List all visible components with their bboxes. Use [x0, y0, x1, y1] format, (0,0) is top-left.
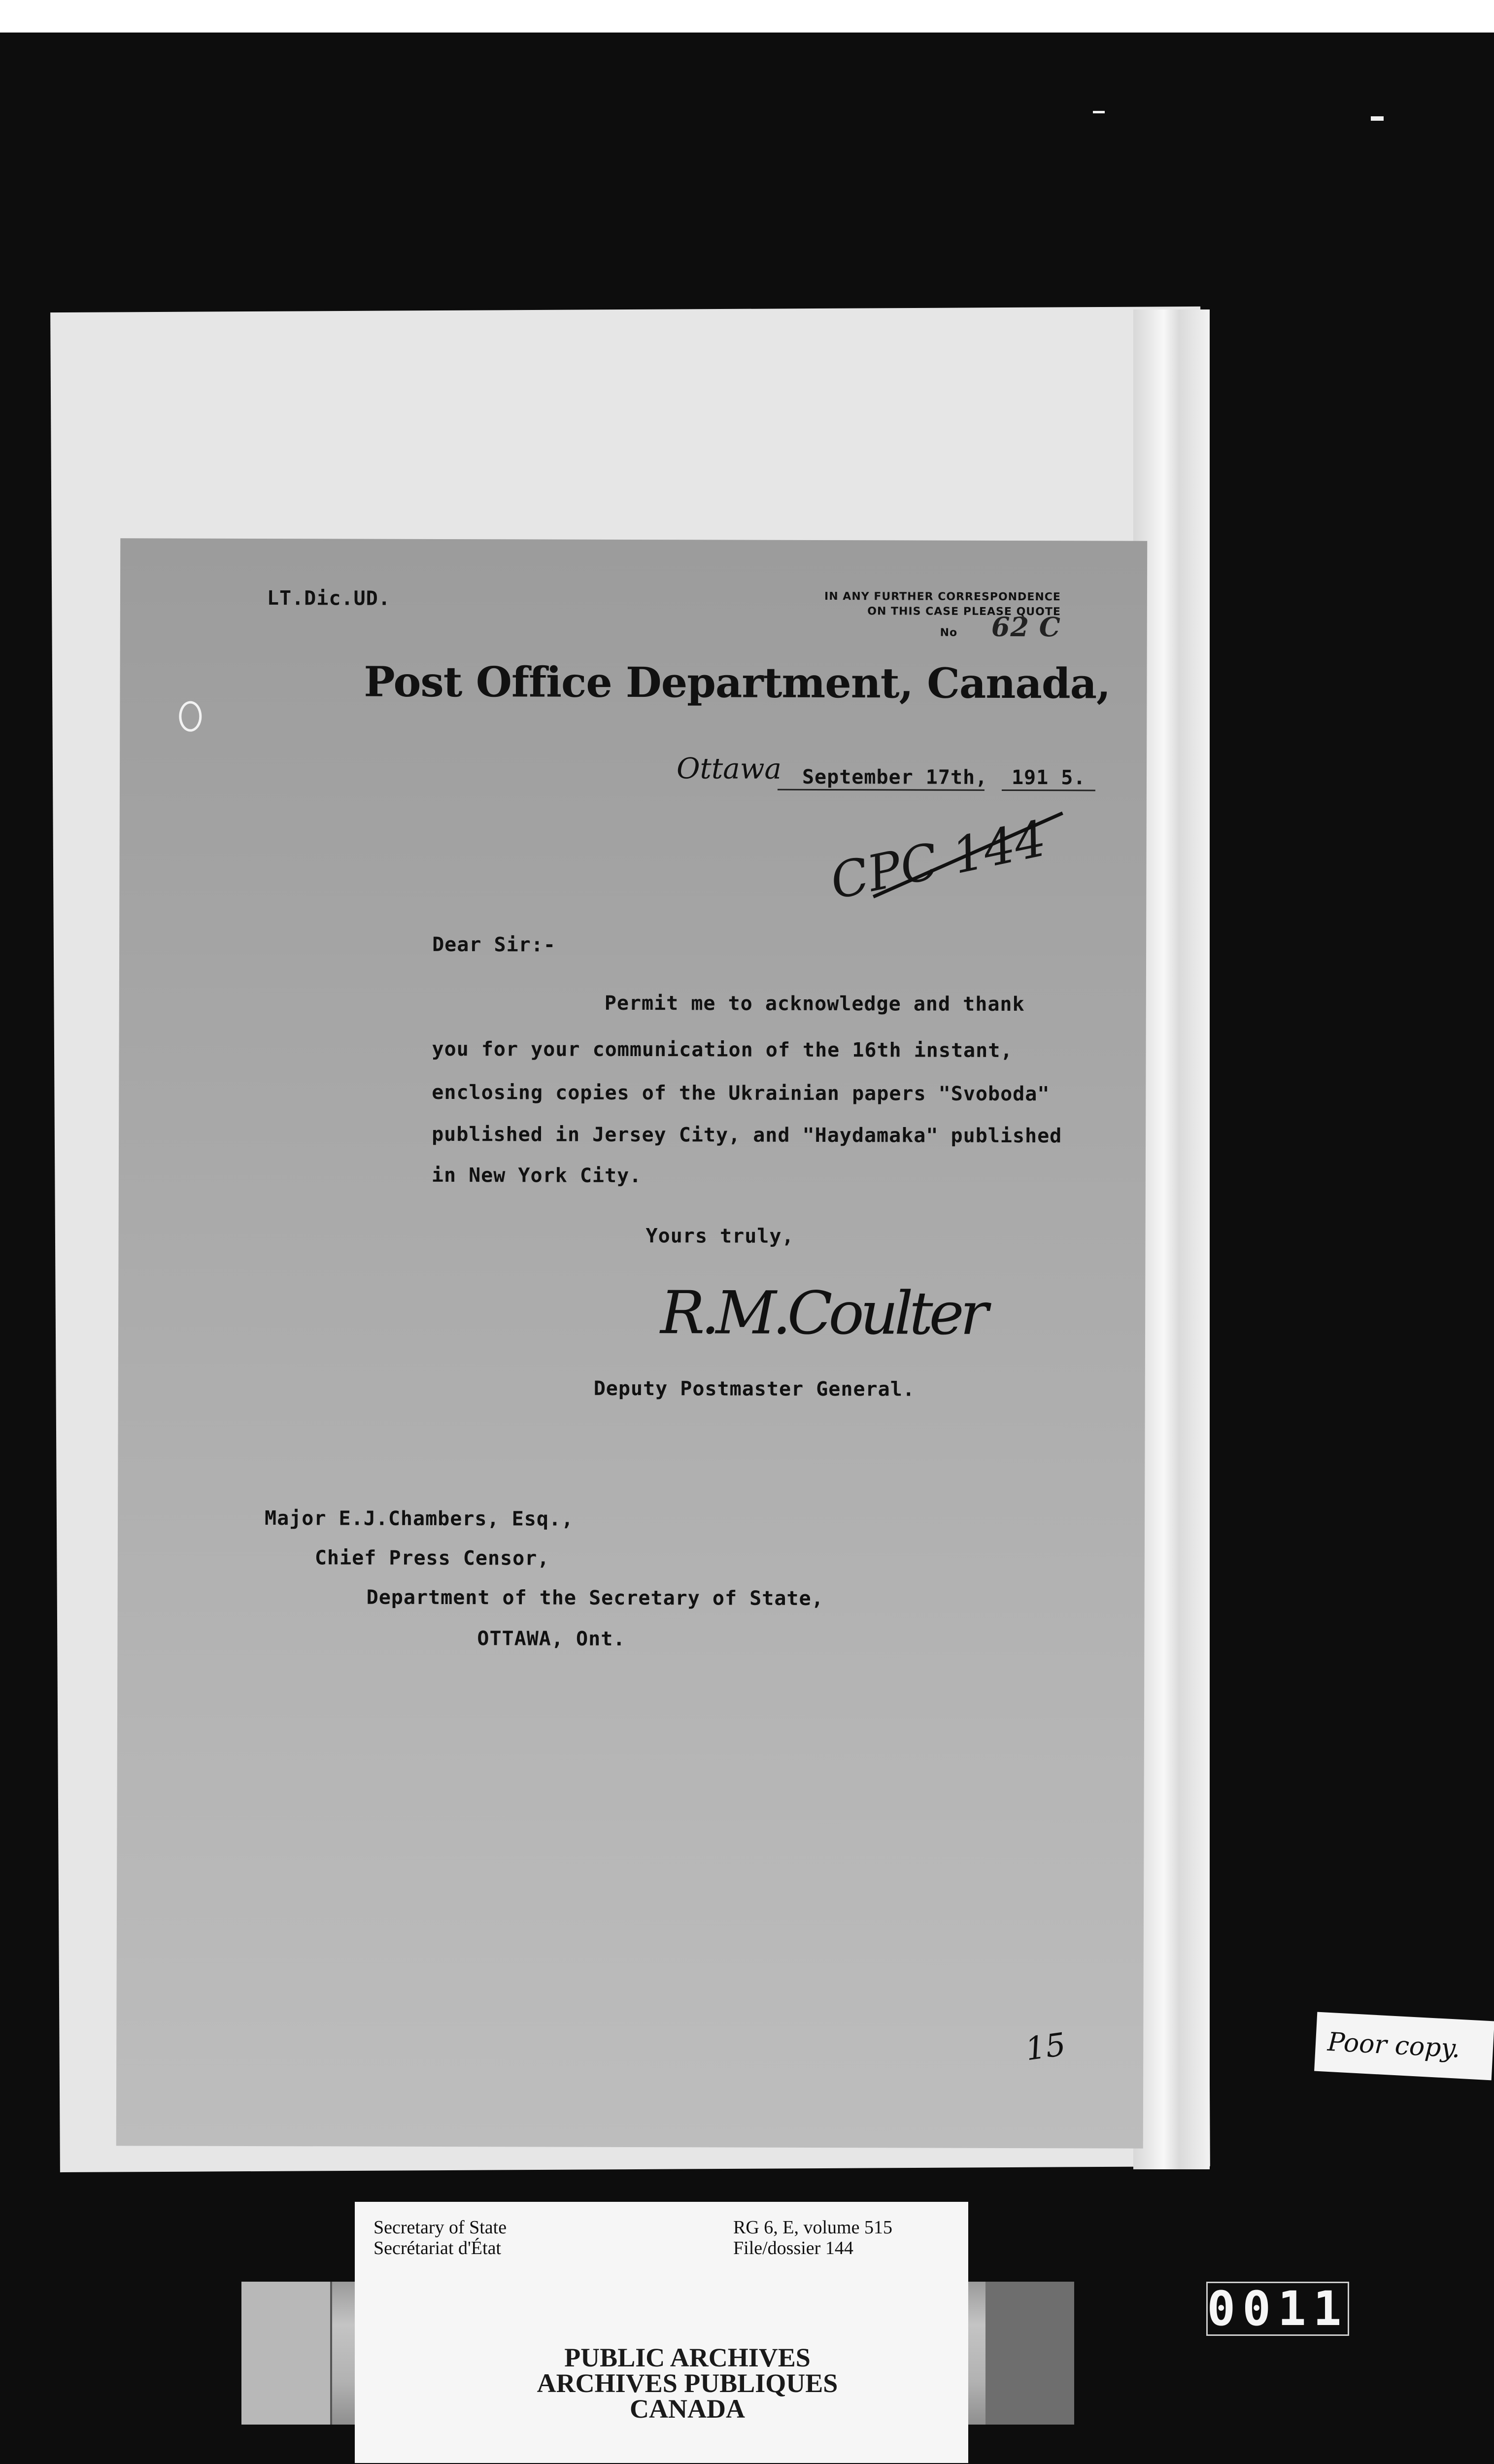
address-line-4: OTTAWA, Ont.: [477, 1627, 626, 1650]
letter-year: 191 5.: [1011, 766, 1086, 789]
label-file: File/dossier 144: [733, 2238, 853, 2259]
letter-place: Ottawa: [676, 752, 782, 786]
archive-stamp-line-1: PUBLIC ARCHIVES: [564, 2343, 811, 2372]
poor-copy-note: Poor copy.: [1314, 2012, 1494, 2081]
body-line-2: you for your communication of the 16th instant,: [432, 1037, 1013, 1062]
body-line-4: published in Jersey City, and "Haydamaka" published: [432, 1123, 1062, 1148]
film-speck: [1371, 116, 1384, 121]
reference-code: LT.Dic.UD.: [267, 587, 391, 610]
year-rule: [1002, 789, 1095, 791]
archive-stamp-line-3: CANADA: [630, 2394, 745, 2424]
date-rule: [778, 789, 985, 791]
file-number-handwritten: 62 C: [991, 611, 1061, 643]
file-annotation-handwritten: CPC 144: [825, 809, 1051, 911]
letter-date: September 17th,: [802, 765, 988, 789]
label-fonds-en: Secretary of State: [374, 2217, 507, 2238]
correspondence-notice-line-1: IN ANY FURTHER CORRESPONDENCE: [824, 590, 1061, 604]
correspondence-notice-line-2: ON THIS CASE PLEASE QUOTE: [867, 605, 1061, 618]
archive-stamp: [409, 2345, 966, 2422]
address-line-3: Department of the Secretary of State,: [366, 1586, 824, 1610]
address-line-2: Chief Press Censor,: [314, 1546, 550, 1570]
label-volume: RG 6, E, volume 515: [733, 2217, 892, 2238]
signature: R.M.Coulter: [660, 1279, 985, 1348]
body-line-3: enclosing copies of the Ukrainian papers "Svoboda": [432, 1081, 1050, 1106]
file-number-line: [940, 611, 1061, 643]
department-letterhead: Post Office Department, Canada,: [364, 657, 1111, 708]
correspondence-notice: [824, 589, 1061, 641]
archive-stamp-line-2: ARCHIVES PUBLIQUES: [537, 2368, 838, 2398]
body-line-1: Permit me to acknowledge and thank: [604, 992, 1025, 1016]
film-speck: [1093, 111, 1105, 113]
salutation: Dear Sir:-: [432, 933, 556, 957]
body-line-5: in New York City.: [431, 1164, 642, 1188]
letter-page: [116, 538, 1148, 2148]
address-line-1: Major E.J.Chambers, Esq.,: [265, 1507, 574, 1531]
closing: Yours truly,: [645, 1225, 794, 1248]
archive-label: [355, 2202, 968, 2463]
archive-band-left: [241, 2282, 332, 2425]
page-number-handwritten: 15: [1023, 2026, 1068, 2068]
punch-hole: [179, 701, 202, 732]
label-fonds-fr: Secrétariat d'État: [374, 2238, 501, 2259]
archive-band-right: [985, 2282, 1074, 2425]
signatory-title: Deputy Postmaster General.: [593, 1377, 915, 1401]
file-number-label: No: [940, 626, 958, 639]
frame-number: 0011: [1207, 2281, 1349, 2336]
